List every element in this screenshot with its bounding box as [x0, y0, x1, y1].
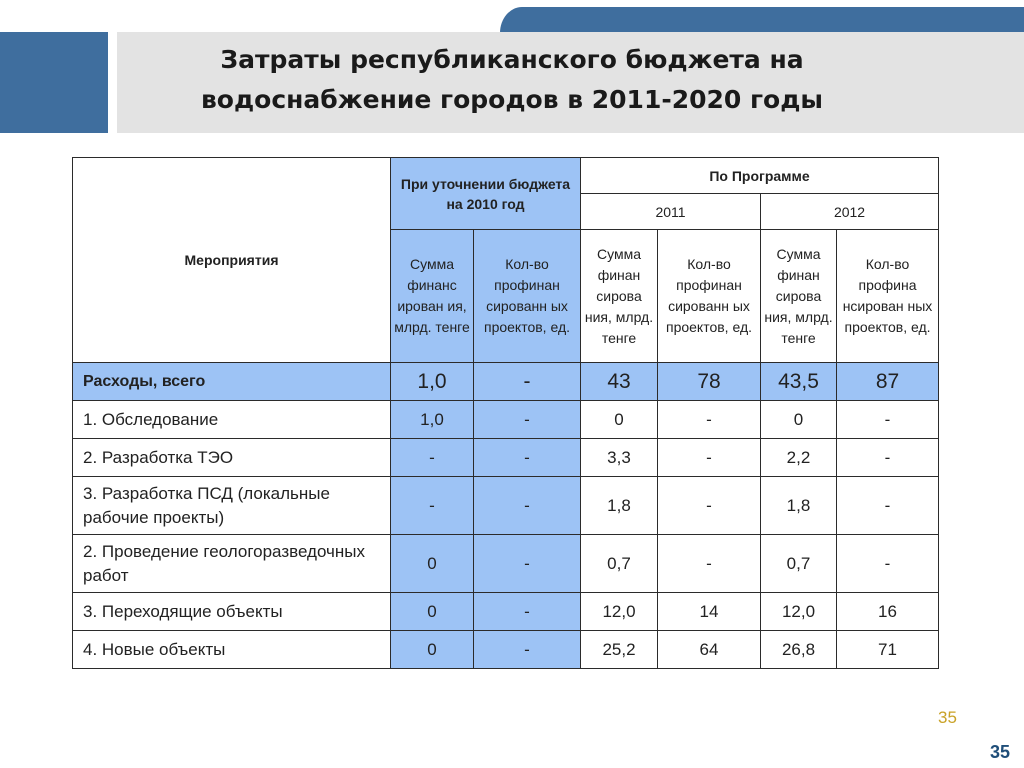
table-row — [73, 401, 939, 439]
subheader-sum-2010: Сумма финанс ирован ия, млрд. тенге — [391, 230, 474, 363]
slide-title-line1: Затраты республиканского бюджета на — [220, 45, 804, 74]
cell-value: - — [837, 477, 939, 535]
year-2011-header: 2011 — [581, 194, 761, 230]
cell-value: - — [837, 401, 939, 439]
cell-value: 2,2 — [761, 439, 837, 477]
cell-value: - — [391, 439, 474, 477]
table-row — [73, 477, 939, 535]
slide-title — [117, 40, 907, 120]
subheader-sum-2012: Сумма финан сирова ния, млрд. тенге — [761, 230, 837, 363]
table-row — [73, 439, 939, 477]
cell-value: 0 — [391, 593, 474, 631]
cell-value: 0 — [761, 401, 837, 439]
subheader-count-2010: Кол-во профинан сированн ых проектов, ед. — [474, 230, 581, 363]
cell-value: 78 — [658, 363, 761, 401]
cell-value: 0 — [391, 631, 474, 669]
budget-table — [72, 157, 939, 669]
header-tab-decoration — [500, 7, 1024, 33]
cell-value: 43,5 — [761, 363, 837, 401]
program-header: По Программе — [581, 158, 939, 194]
cell-value: 25,2 — [581, 631, 658, 669]
cell-value: 12,0 — [581, 593, 658, 631]
cell-value: 3,3 — [581, 439, 658, 477]
cell-value: - — [658, 439, 761, 477]
table-row — [73, 631, 939, 669]
cell-value: - — [474, 631, 581, 669]
cell-value: 0 — [391, 535, 474, 593]
row-label: 4. Новые объекты — [73, 631, 391, 669]
cell-value: - — [474, 363, 581, 401]
cell-value: - — [474, 477, 581, 535]
cell-value: 1,0 — [391, 401, 474, 439]
slide-number-gold: 35 — [938, 708, 957, 727]
cell-value: - — [837, 439, 939, 477]
row-label: 2. Проведение геологоразведочных работ — [73, 535, 391, 593]
cell-value: - — [837, 535, 939, 593]
measures-header: Мероприятия — [73, 158, 391, 363]
cell-value: 1,8 — [581, 477, 658, 535]
cell-value: 14 — [658, 593, 761, 631]
cell-value: - — [391, 477, 474, 535]
cell-value: 1,8 — [761, 477, 837, 535]
cell-value: - — [474, 439, 581, 477]
subheader-count-2011: Кол-во профинан сированн ых проектов, ед. — [658, 230, 761, 363]
slide-title-line2: водоснабжение городов в 2011-2020 годы — [200, 85, 824, 114]
row-label: 3. Переходящие объекты — [73, 593, 391, 631]
header-blue-square — [0, 32, 108, 133]
subheader-count-2012: Кол-во профина нсирован ных проектов, ед. — [837, 230, 939, 363]
cell-value: - — [474, 401, 581, 439]
cell-value: - — [658, 535, 761, 593]
table-row — [73, 535, 939, 593]
cell-value: 12,0 — [761, 593, 837, 631]
cell-value: - — [474, 593, 581, 631]
cell-value: 16 — [837, 593, 939, 631]
row-label: 1. Обследование — [73, 401, 391, 439]
subheader-sum-2011: Сумма финан сирова ния, млрд. тенге — [581, 230, 658, 363]
budget2010-header: При уточнении бюджета на 2010 год — [391, 158, 581, 230]
cell-value: 43 — [581, 363, 658, 401]
cell-value: 1,0 — [391, 363, 474, 401]
cell-value: 0,7 — [761, 535, 837, 593]
cell-value: 0 — [581, 401, 658, 439]
cell-value: 64 — [658, 631, 761, 669]
cell-value: - — [658, 477, 761, 535]
table-row — [73, 363, 939, 401]
slide-number: 35 — [990, 742, 1011, 762]
row-label: Расходы, всего — [73, 363, 391, 401]
cell-value: - — [474, 535, 581, 593]
table-row — [73, 593, 939, 631]
cell-value: 71 — [837, 631, 939, 669]
row-label: 2. Разработка ТЭО — [73, 439, 391, 477]
cell-value: 26,8 — [761, 631, 837, 669]
cell-value: 87 — [837, 363, 939, 401]
row-label: 3. Разработка ПСД (локальные рабочие проекты) — [73, 477, 391, 535]
year-2012-header: 2012 — [761, 194, 939, 230]
cell-value: 0,7 — [581, 535, 658, 593]
cell-value: - — [658, 401, 761, 439]
